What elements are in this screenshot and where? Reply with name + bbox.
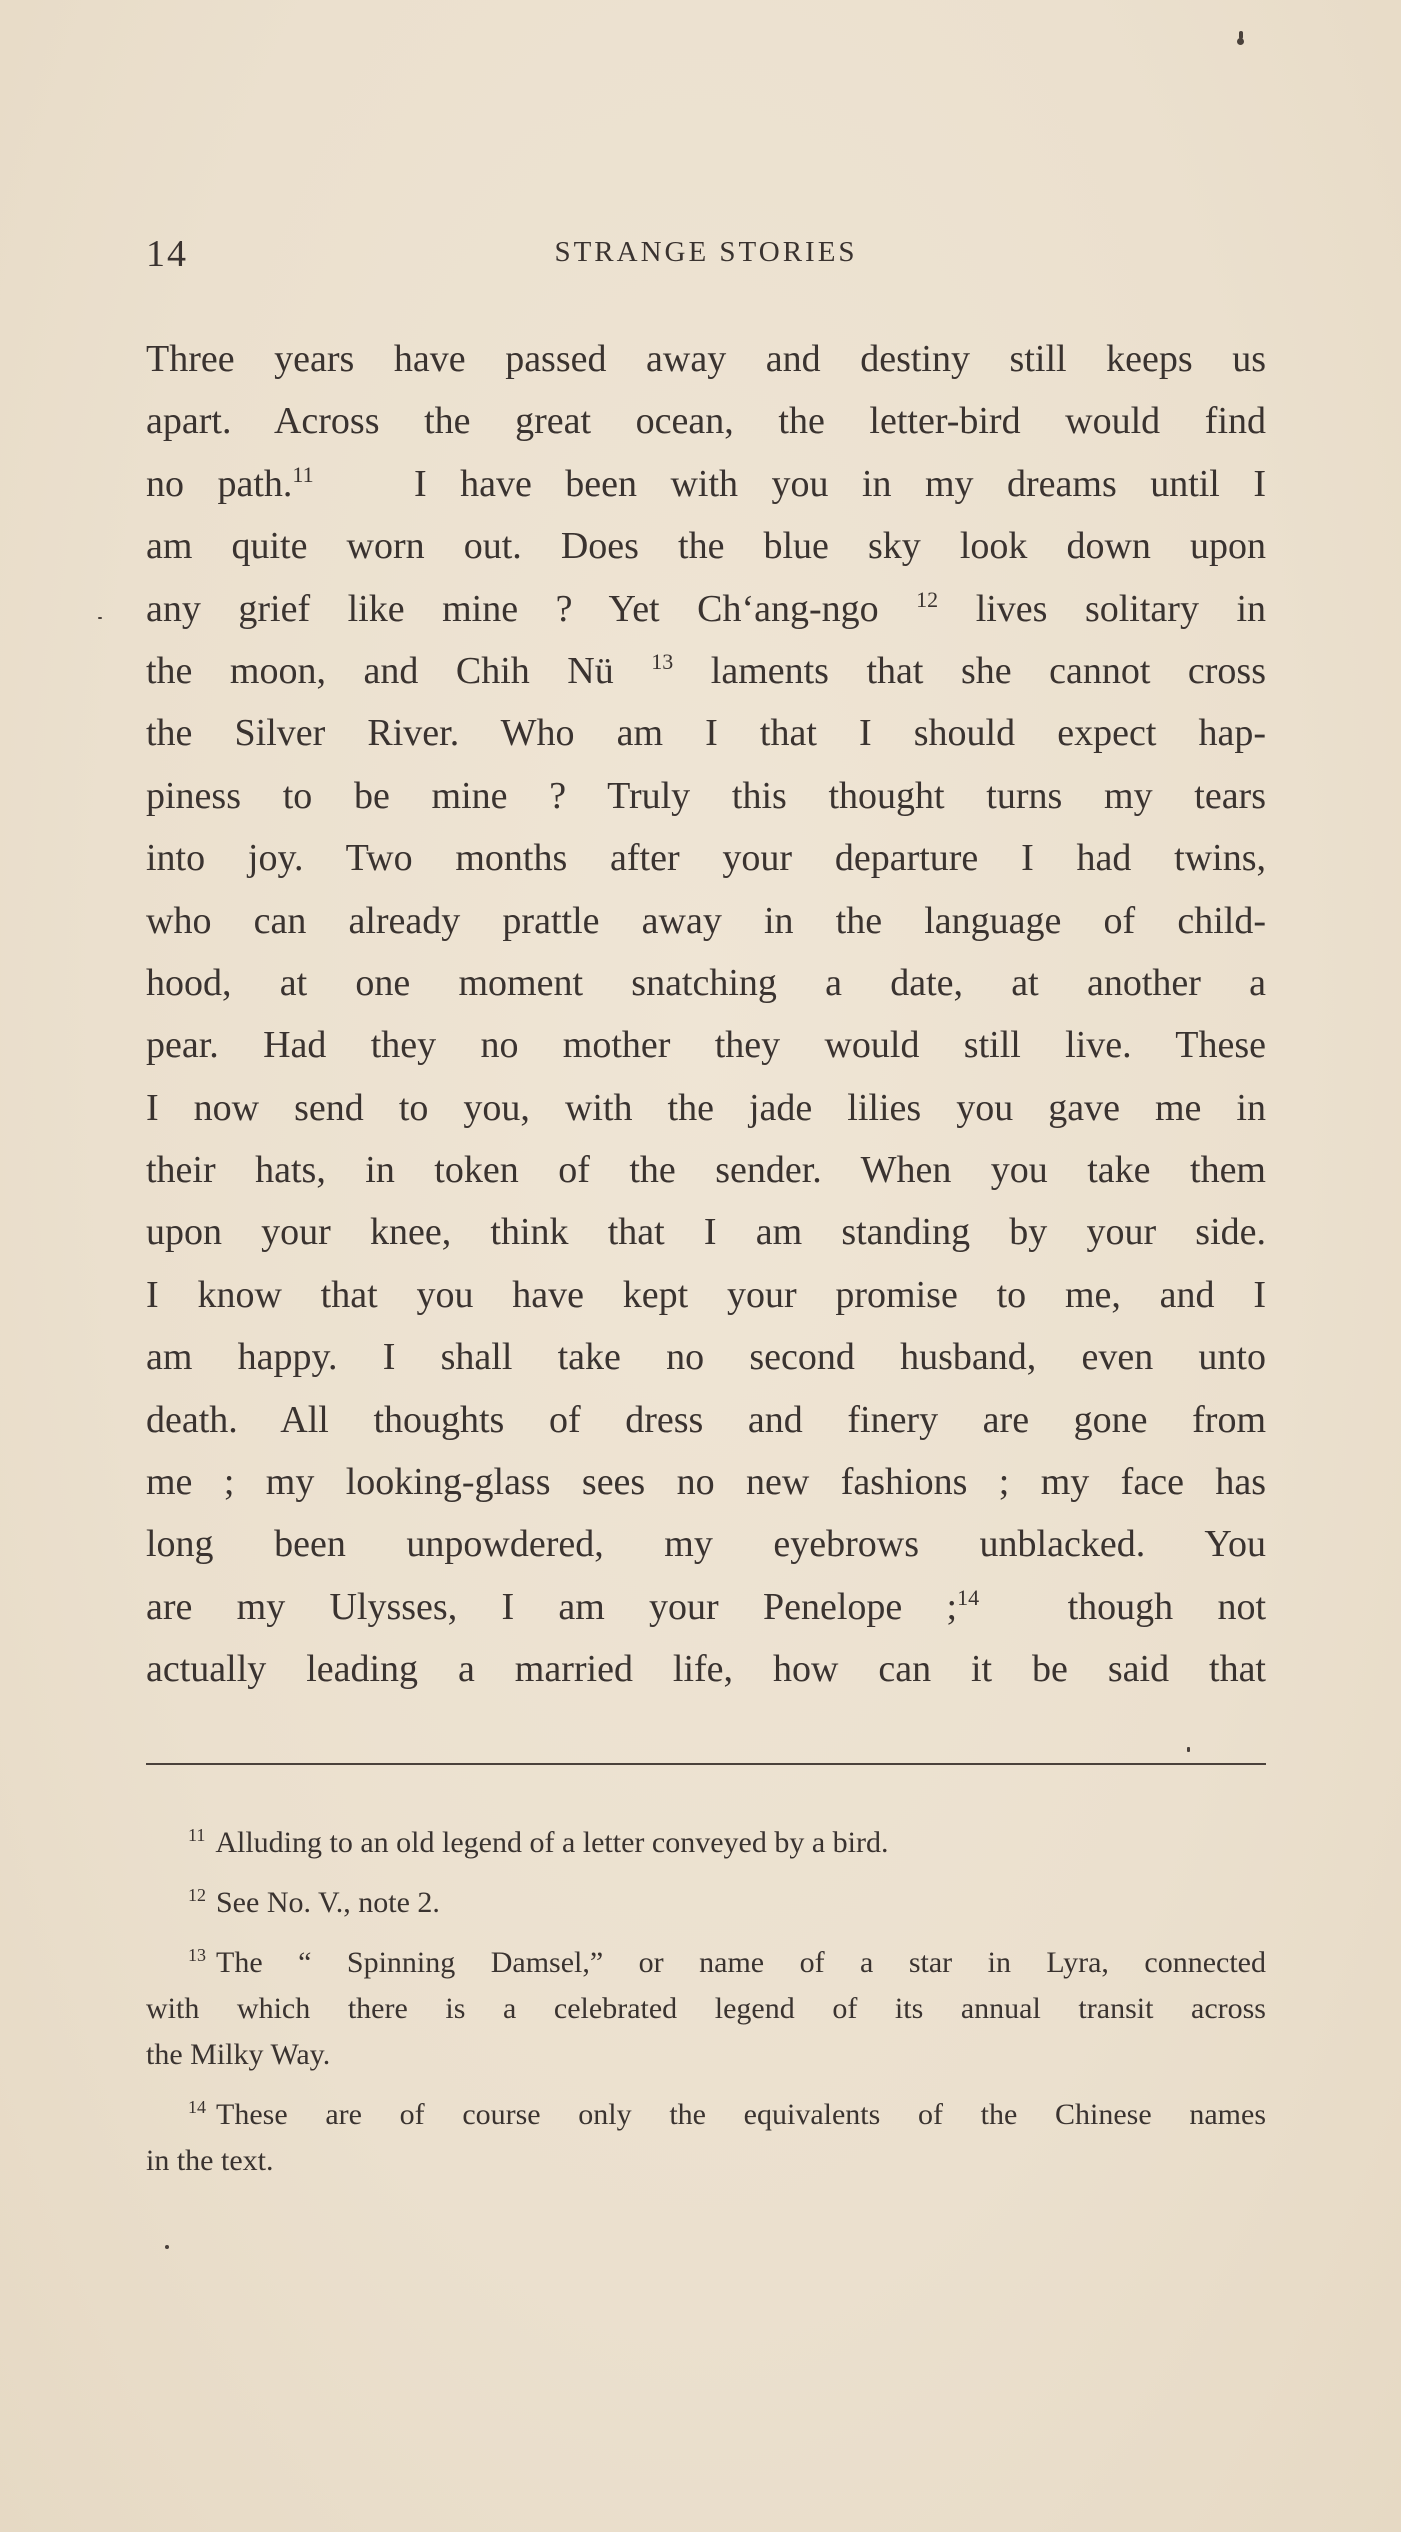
- text-line: any grief like mine ? Yet Ch‘ang-ngo $^{12}$ lives solitary in: [146, 586, 1267, 630]
- text-line: no path.$^{11}$ I have been with you in my dreams until I: [146, 461, 1266, 505]
- text-line: I know that you have kept your promise to me, and I: [146, 1273, 1266, 1316]
- text-line: apart. Across the great ocean, the letter-bird would find: [146, 400, 1266, 443]
- body-text: [146, 328, 1266, 1701]
- ink-speck: [1239, 31, 1243, 39]
- text-line: upon your knee, think that I am standing by your side.: [146, 1211, 1266, 1254]
- footnote-14: $^{14}$ These are of course only the equivalents of the Chinese names in the text.: [146, 2097, 1266, 2177]
- text-line: I now send to you, with the jade lilies you gave me in: [146, 1086, 1266, 1129]
- text-line: Three years have passed away and destiny still keeps us: [146, 338, 1266, 380]
- ink-speck: [98, 617, 102, 619]
- running-head: STRANGE STORIES: [554, 236, 858, 268]
- footnote-13: $^{13}$ The “ Spinning Damsel,” or name of a star in Lyra, connected with which there is a celebrated legend of its annual transit across the Milky Way.: [146, 1945, 1266, 2071]
- text-line: who can already prattle away in the language of child-: [146, 899, 1266, 942]
- text-line: long been unpowdered, my eyebrows unblacked. You: [146, 1523, 1266, 1566]
- footnote-ref-13[interactable]: 13: [651, 648, 674, 674]
- ink-speck: [165, 2245, 169, 2249]
- text-line: piness to be mine ? Truly this thought turns my tears: [146, 774, 1266, 817]
- text-line: into joy. Two months after your departure I had twins,: [146, 837, 1266, 880]
- footnote-ref-11[interactable]: 11: [292, 461, 314, 487]
- text-line: me ; my looking-glass sees no new fashions ; my face has: [146, 1461, 1266, 1504]
- text-line: the moon, and Chih Nü $^{13}$ laments that she cannot cross: [146, 648, 1267, 692]
- text-line: are my Ulysses, I am your Penelope ;$^{14}$ though not: [146, 1584, 1267, 1628]
- footnote-ref-14[interactable]: 14: [957, 1584, 980, 1610]
- footnote-12: $^{12}$ See No. V., note 2.: [188, 1885, 440, 1919]
- page-header: [146, 232, 1266, 275]
- footnote-ref-12[interactable]: 12: [916, 586, 939, 612]
- footnotes: [146, 1820, 1266, 2198]
- text-line: death. All thoughts of dress and finery are gone from: [146, 1398, 1266, 1441]
- text-line: the Silver River. Who am I that I should expect hap-: [146, 712, 1266, 755]
- text-line: actually leading a married life, how can it be said that: [146, 1648, 1266, 1691]
- text-line: their hats, in token of the sender. When you take them: [146, 1149, 1266, 1192]
- ink-speck: [1237, 38, 1244, 45]
- text-line: am happy. I shall take no second husband, even unto: [146, 1336, 1266, 1379]
- footnote-divider: [146, 1763, 1266, 1765]
- footnote-11: $^{11}$ Alluding to an old legend of a letter conveyed by a bird.: [188, 1825, 889, 1859]
- text-line: pear. Had they no mother they would still live. These: [146, 1024, 1266, 1067]
- text-line: hood, at one moment snatching a date, at another a: [146, 961, 1266, 1004]
- text-line: am quite worn out. Does the blue sky look down upon: [146, 525, 1266, 568]
- ink-speck: [1187, 1747, 1190, 1752]
- page-number: 14: [146, 233, 188, 275]
